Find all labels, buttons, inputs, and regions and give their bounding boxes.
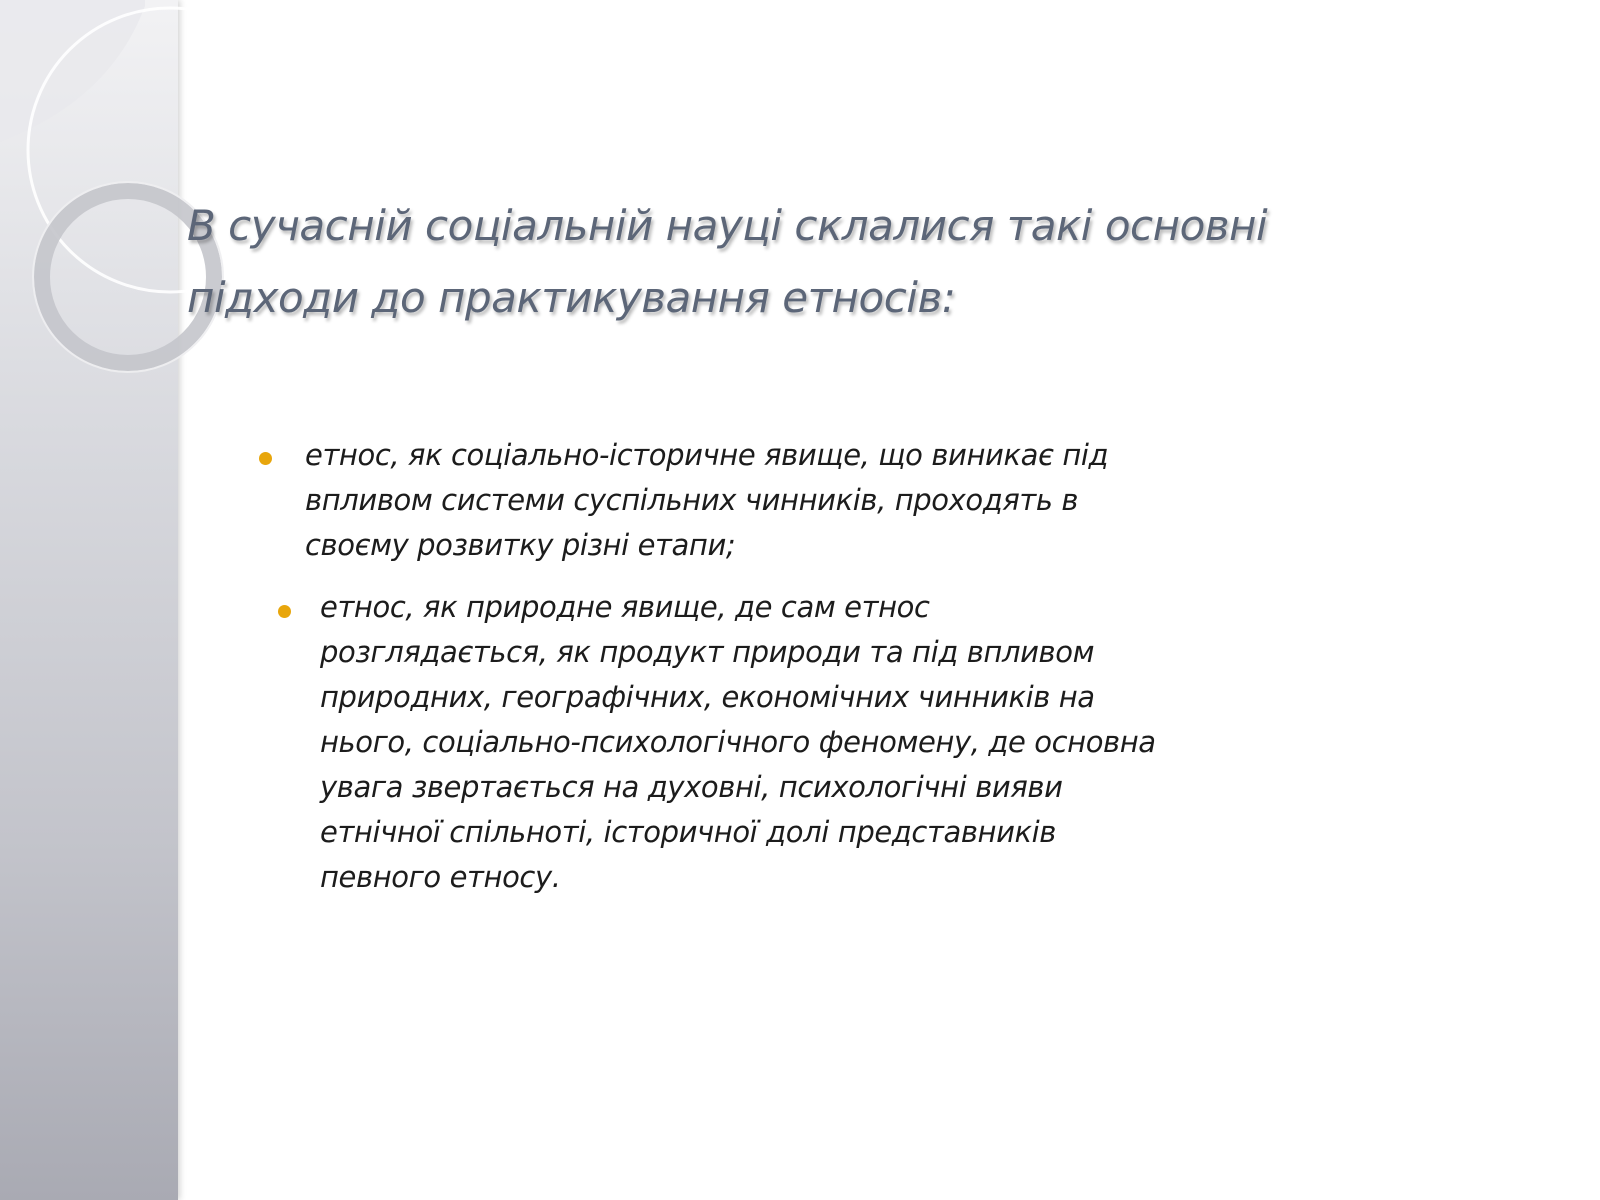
side-decor-panel xyxy=(0,0,178,1200)
bullet-text: етнос, як соціально-історичне явище, що виникає під впливом системи суспільних чинників, проходять в своєму розвитку різні етапи; xyxy=(305,438,1109,562)
bullet-marker-icon xyxy=(259,452,272,465)
bullet-text: етнос, як природне явище, де сам етнос розглядається, як продукт природи та під впливом природних, географічних, економічних чинників на нього, соціально-психологічного феномену, де основна увага звертається на духовні, психологічні вияви етнічної спільноті, історичної долі представників певного етносу. xyxy=(320,590,1156,894)
bullet-item-social-historical xyxy=(305,433,1305,568)
bullet-item-natural xyxy=(320,585,1310,900)
slide-title: В сучасній соціальній науці склалися такі основні підходи до практикування етносів: xyxy=(187,201,1268,322)
bullet-marker-icon xyxy=(278,605,291,618)
